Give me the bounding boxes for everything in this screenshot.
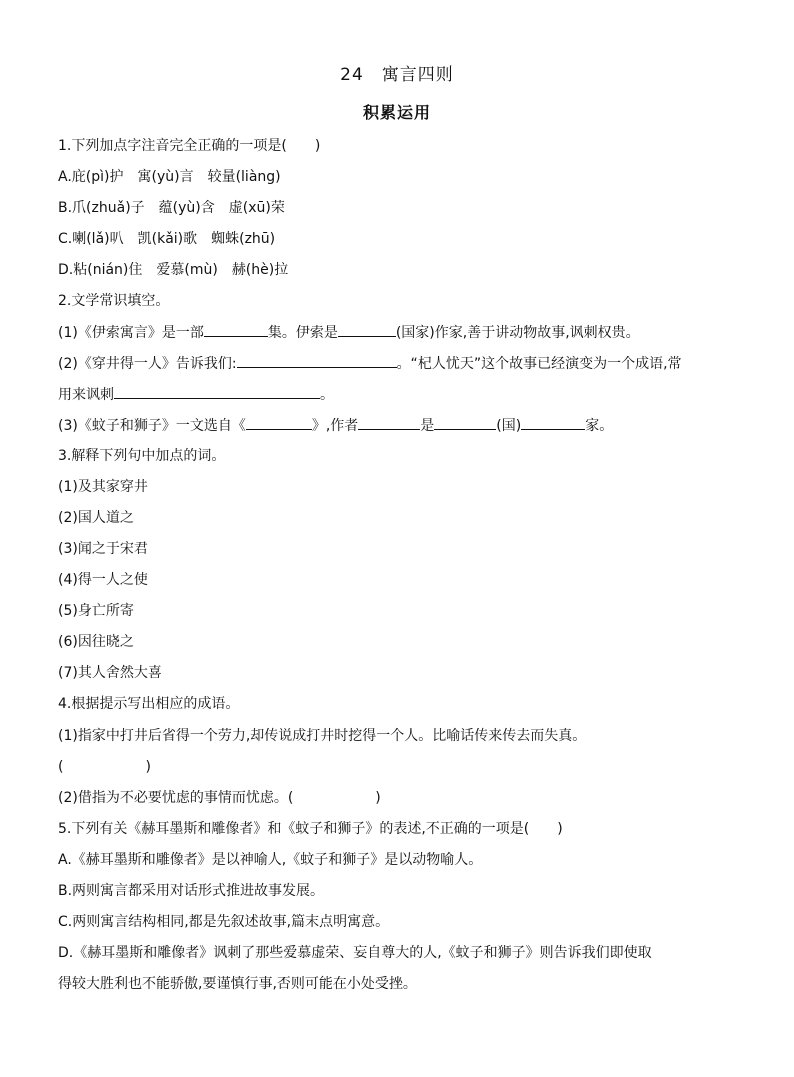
q3-item: (2)国人道之 [58, 510, 134, 526]
q2-part2: (2)《穿井得一人》告诉我们: 。“杞人忧天”这个故事已经演变为一个成语,常 [58, 353, 682, 374]
q1-option-a: A.庇(pì)护 寓(yù)言 较量(liàng) [58, 169, 281, 185]
q2-part3: (3)《蚊子和狮子》一文选自《 》,作者 是 (国) 家。 [58, 415, 613, 436]
q1-option-d: D.粘(nián)住 爱慕(mù) 赫(hè)拉 [58, 262, 289, 278]
blank-nation[interactable] [434, 415, 496, 430]
blank-source[interactable] [246, 415, 312, 430]
q4-part2: (2)借指为不必要忧虑的事情而忧虑。( ) [58, 790, 381, 806]
q3-item: (6)因往晓之 [58, 634, 134, 650]
lesson-name: 寓言四则 [381, 65, 454, 85]
q1-stem: 1.下列加点字注音完全正确的一项是( ) [58, 138, 321, 154]
q2-stem: 2.文学常识填空。 [58, 293, 170, 309]
blank-lesson[interactable] [237, 353, 397, 368]
q5-option-d: D.《赫耳墨斯和雕像者》讽刺了那些爱慕虚荣、妄自尊大的人,《蚊子和狮子》则告诉我们即使取 [58, 945, 652, 961]
q3-item: (7)其人舍然大喜 [58, 665, 162, 681]
q3-item: (3)闻之于宋君 [58, 541, 148, 557]
q3-item: (1)及其家穿井 [58, 479, 148, 495]
blank-collection-type[interactable] [204, 322, 268, 337]
blank-satirize[interactable] [114, 384, 320, 399]
q5-option-b: B.两则寓言都采用对话形式推进故事发展。 [58, 883, 325, 899]
blank-author[interactable] [358, 415, 420, 430]
q2-part2-cont: 用来讽刺 。 [58, 384, 334, 405]
q2-part1: (1)《伊索寓言》是一部 集。伊索是 (国家)作家,善于讲动物故事,讽刺权贵。 [58, 322, 640, 343]
q3-stem: 3.解释下列句中加点的词。 [58, 448, 226, 464]
blank-profession[interactable] [521, 415, 585, 430]
q5-option-c: C.两则寓言结构相同,都是先叙述故事,篇末点明寓意。 [58, 914, 390, 930]
q3-item: (4)得一人之使 [58, 572, 148, 588]
q1-option-b: B.爪(zhuǎ)子 蕴(yù)含 虚(xū)荣 [58, 200, 285, 216]
q4-part1-answer[interactable]: ( ) [58, 759, 151, 775]
q4-part1: (1)指家中打井后省得一个劳力,却传说成打井时挖得一个人。比喻话传来传去而失真。 [58, 728, 587, 744]
q5-stem: 5.下列有关《赫耳墨斯和雕像者》和《蚊子和狮子》的表述,不正确的一项是( ) [58, 821, 563, 837]
blank-country[interactable] [338, 322, 396, 337]
q1-option-c: C.喇(lǎ)叭 凯(kǎi)歌 蜘蛛(zhū) [58, 231, 276, 247]
q5-option-a: A.《赫耳墨斯和雕像者》是以神喻人,《蚊子和狮子》是以动物喻人。 [58, 852, 483, 868]
q4-stem: 4.根据提示写出相应的成语。 [58, 696, 240, 712]
lesson-title [0, 60, 794, 85]
section-heading: 积累运用 [362, 103, 431, 122]
lesson-number: 24 [340, 65, 364, 85]
q5-option-d-cont: 得较大胜利也不能骄傲,要谨慎行事,否则可能在小处受挫。 [58, 976, 417, 992]
q3-item: (5)身亡所寄 [58, 603, 134, 619]
